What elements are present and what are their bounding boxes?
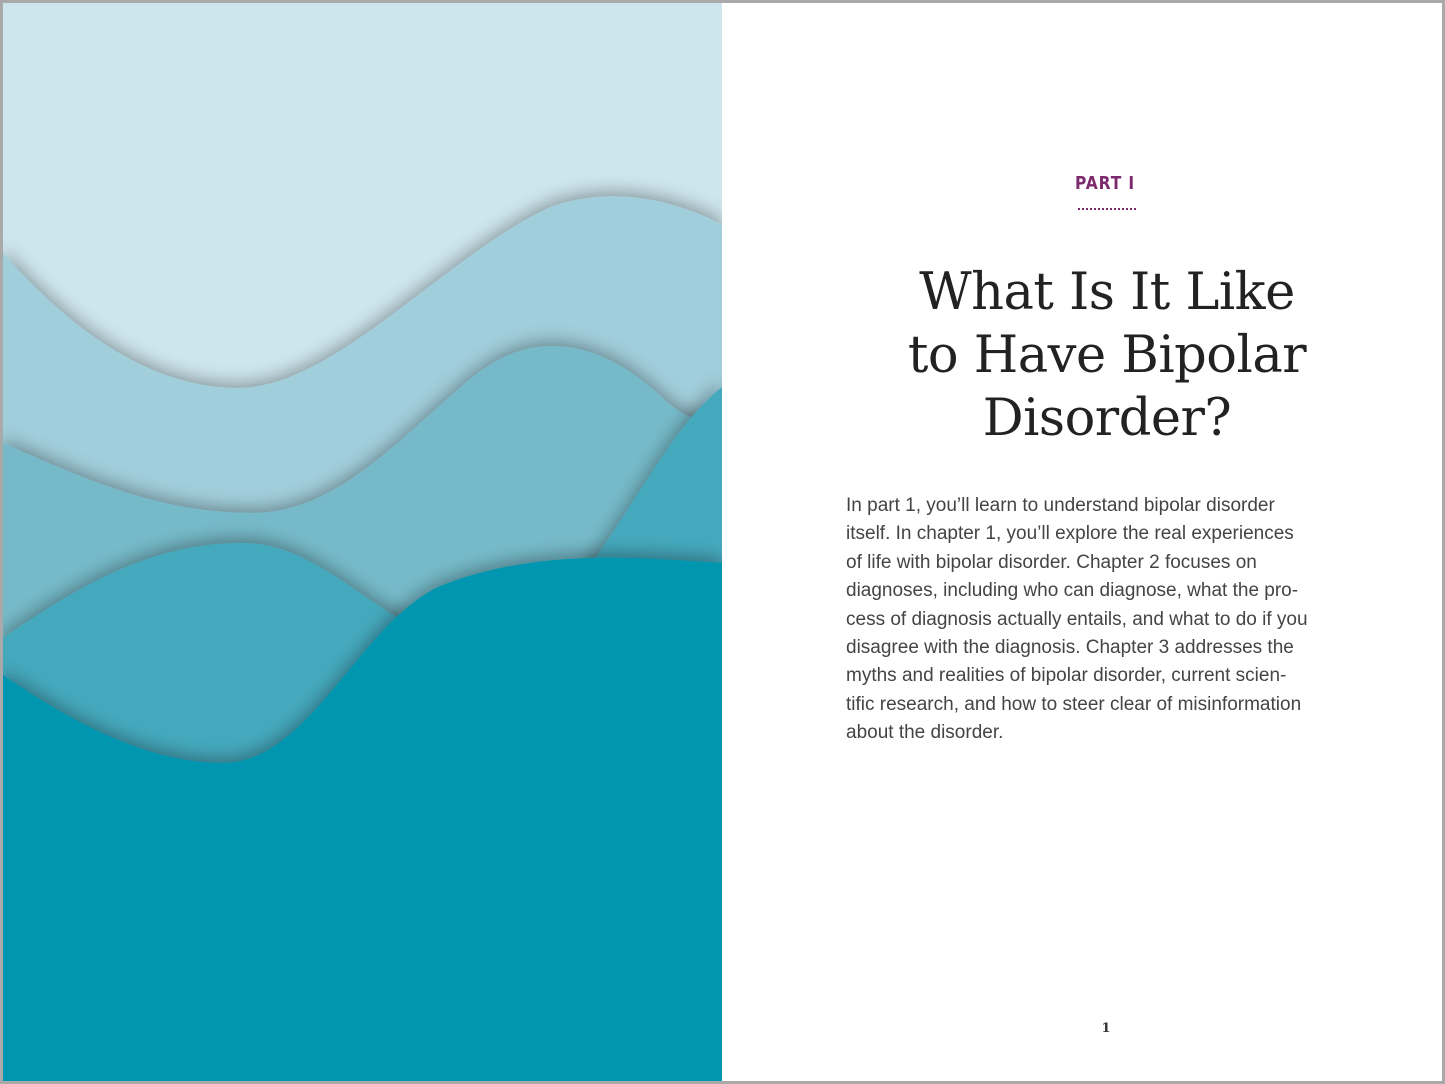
left-page-illustration bbox=[3, 3, 722, 1081]
page-title bbox=[822, 261, 1392, 450]
part-label: PART I bbox=[1074, 173, 1135, 194]
paragraph-line: itself. In chapter 1, you’ll explore the real experiences bbox=[846, 523, 1294, 545]
paragraph-line: In part 1, you’ll learn to understand bipolar disorder bbox=[846, 495, 1275, 516]
paragraph-line: of life with bipolar disorder. Chapter 2 focuses on bbox=[846, 551, 1257, 573]
paragraph-line: about the disorder. bbox=[846, 722, 1004, 744]
page-number: 1 bbox=[1101, 1021, 1111, 1036]
title-line: to Have Bipolar bbox=[907, 326, 1307, 385]
title-line: Disorder? bbox=[982, 389, 1232, 448]
right-page bbox=[722, 3, 1442, 1081]
paragraph-line: disagree with the diagnosis. Chapter 3 addresses the bbox=[846, 637, 1294, 659]
paragraph-line: cess of diagnosis actually entails, and what to do if you bbox=[846, 608, 1308, 630]
part-label-dotted-rule bbox=[1078, 208, 1136, 210]
title-line: What Is It Like bbox=[919, 263, 1295, 322]
paragraph-line: diagnoses, including who can diagnose, what the pro- bbox=[846, 580, 1299, 602]
wave-illustration bbox=[3, 3, 722, 1081]
paragraph-line: tific research, and how to steer clear of misinformation bbox=[846, 693, 1302, 715]
paragraph-line: myths and realities of bipolar disorder, current scien- bbox=[846, 665, 1287, 687]
intro-paragraph bbox=[846, 492, 1386, 748]
